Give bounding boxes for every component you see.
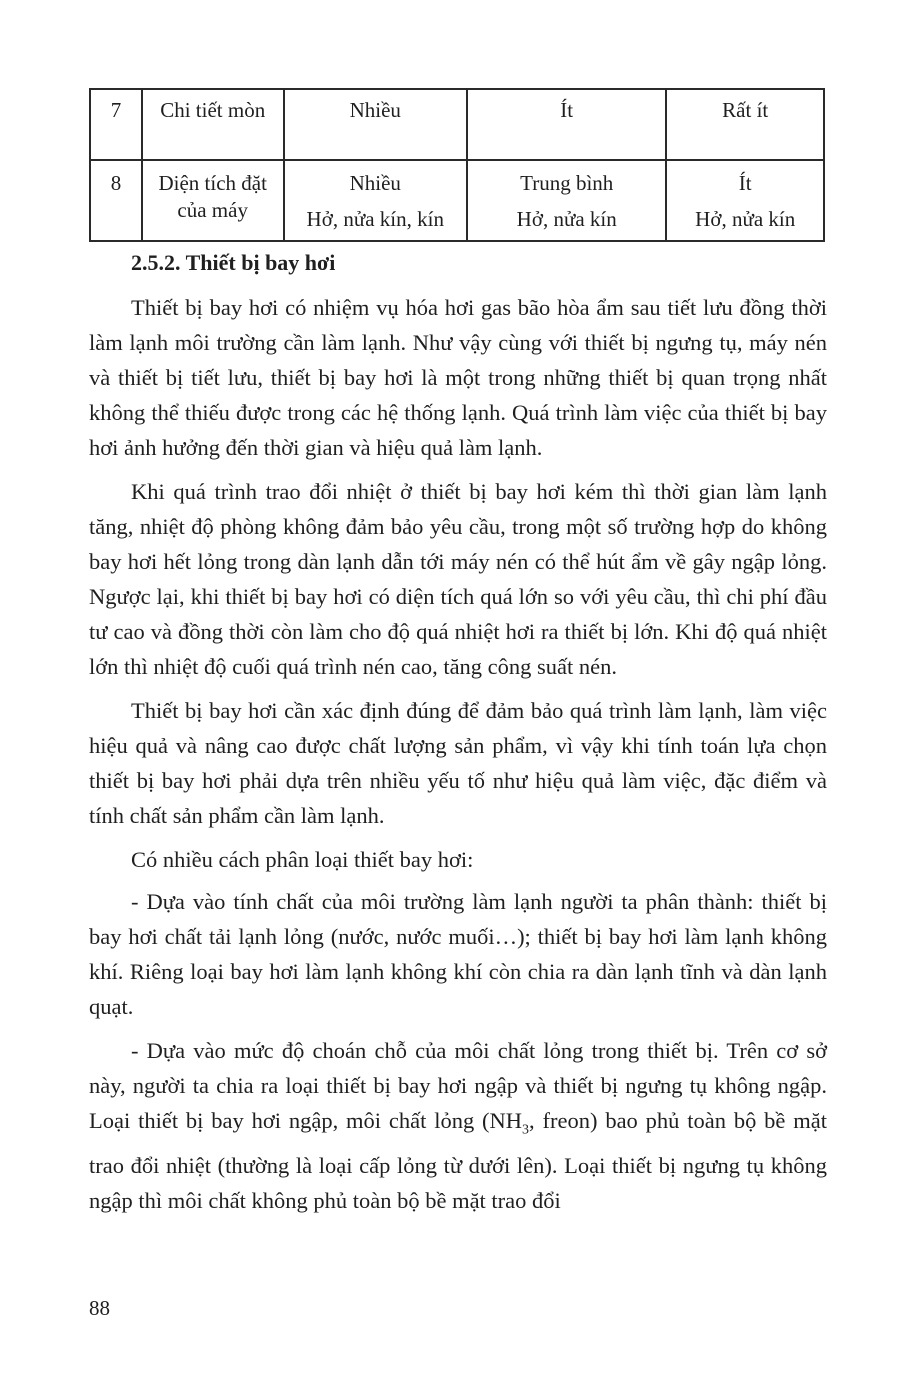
paragraph: - Dựa vào tính chất của môi trường làm lạnh người ta phân thành: thiết bị bay hơi chất tải lạnh lỏng (nước, nước muối…); thiết bị bay hơi làm lạnh không khí. Riêng loại bay hơi làm lạnh không khí còn chia ra dàn lạnh tĩnh và dàn lạnh quạt. — [89, 889, 827, 1019]
paragraph: Có nhiều cách phân loại thiết bay hơi: — [131, 847, 474, 872]
cell-value — [467, 160, 666, 241]
subscript: 3 — [522, 1122, 530, 1138]
table-row — [90, 89, 824, 160]
paragraph-text: , freon) bao phủ toàn bộ bề mặt trao đổi nhiệt (thường là loại cấp lỏng từ dưới lên). Loại thiết bị ngưng tụ không ngập thì môi chất không phủ toàn bộ bề mặt trao đổi — [89, 1108, 827, 1213]
cell-line: Trung bình — [520, 171, 614, 195]
cell-line: Ít — [738, 171, 752, 195]
row-item: Chi tiết mòn — [142, 89, 284, 160]
cell-value: Ít — [467, 89, 666, 160]
row-item: Diện tích đặt của máy — [142, 160, 284, 241]
paragraph: Khi quá trình trao đổi nhiệt ở thiết bị bay hơi kém thì thời gian làm lạnh tăng, nhiệt độ phòng không đảm bảo yêu cầu, trong một số trường hợp do không bay hơi hết lỏng trong dàn lạnh dẫn tới máy nén có thể hút ẩm về gây ngập lỏng. Ngược lại, khi thiết bị bay hơi có diện tích quá lớn so với yêu cầu, thì chi phí đầu tư cao và đồng thời còn làm cho độ quá nhiệt hơi ra thiết bị lớn. Khi độ quá nhiệt lớn thì nhiệt độ cuối quá trình nén cao, tăng công suất nén. — [89, 479, 827, 679]
comparison-table — [89, 88, 825, 242]
cell-line: Hở, nửa kín — [695, 207, 796, 231]
paragraph-text: - Dựa vào mức độ choán chỗ của môi chất lỏng trong thiết bị. Trên cơ sở này, người ta chia ra loại thiết bị bay hơi ngập và thiết bị ngưng tụ không ngập. Loại thiết bị bay hơi ngập, môi chất lỏng (NH — [89, 1038, 827, 1133]
paragraph — [89, 1033, 827, 1218]
table-row — [90, 160, 824, 241]
section-body — [89, 290, 827, 1227]
cell-value — [666, 160, 824, 241]
cell-line: Hở, nửa kín — [516, 207, 617, 231]
paragraph: Thiết bị bay hơi có nhiệm vụ hóa hơi gas bão hòa ẩm sau tiết lưu đồng thời làm lạnh môi trường cần làm lạnh. Như vậy cùng với thiết bị ngưng tụ, máy nén và thiết bị tiết lưu, thiết bị bay hơi là một trong những thiết bị quan trọng nhất không thể thiếu được trong các hệ thống lạnh. Quá trình làm việc của thiết bị bay hơi ảnh hưởng đến thời gian và hiệu quả làm lạnh. — [89, 295, 827, 460]
cell-value — [284, 160, 468, 241]
row-number: 7 — [90, 89, 142, 160]
paragraph: Thiết bị bay hơi cần xác định đúng để đảm bảo quá trình làm lạnh, làm việc hiệu quả và nâng cao được chất lượng sản phẩm, vì vậy khi tính toán lựa chọn thiết bị bay hơi phải dựa trên nhiều yếu tố như hiệu quả làm việc, đặc điểm và tính chất sản phẩm cần làm lạnh. — [89, 698, 827, 828]
page-number: 88 — [89, 1296, 110, 1320]
cell-value: Nhiều — [284, 89, 468, 160]
cell-line: Hở, nửa kín, kín — [306, 207, 444, 231]
cell-value: Rất ít — [666, 89, 824, 160]
section-heading: 2.5.2. Thiết bị bay hơi — [131, 250, 336, 275]
row-number: 8 — [90, 160, 142, 241]
cell-line: Nhiều — [349, 171, 401, 195]
